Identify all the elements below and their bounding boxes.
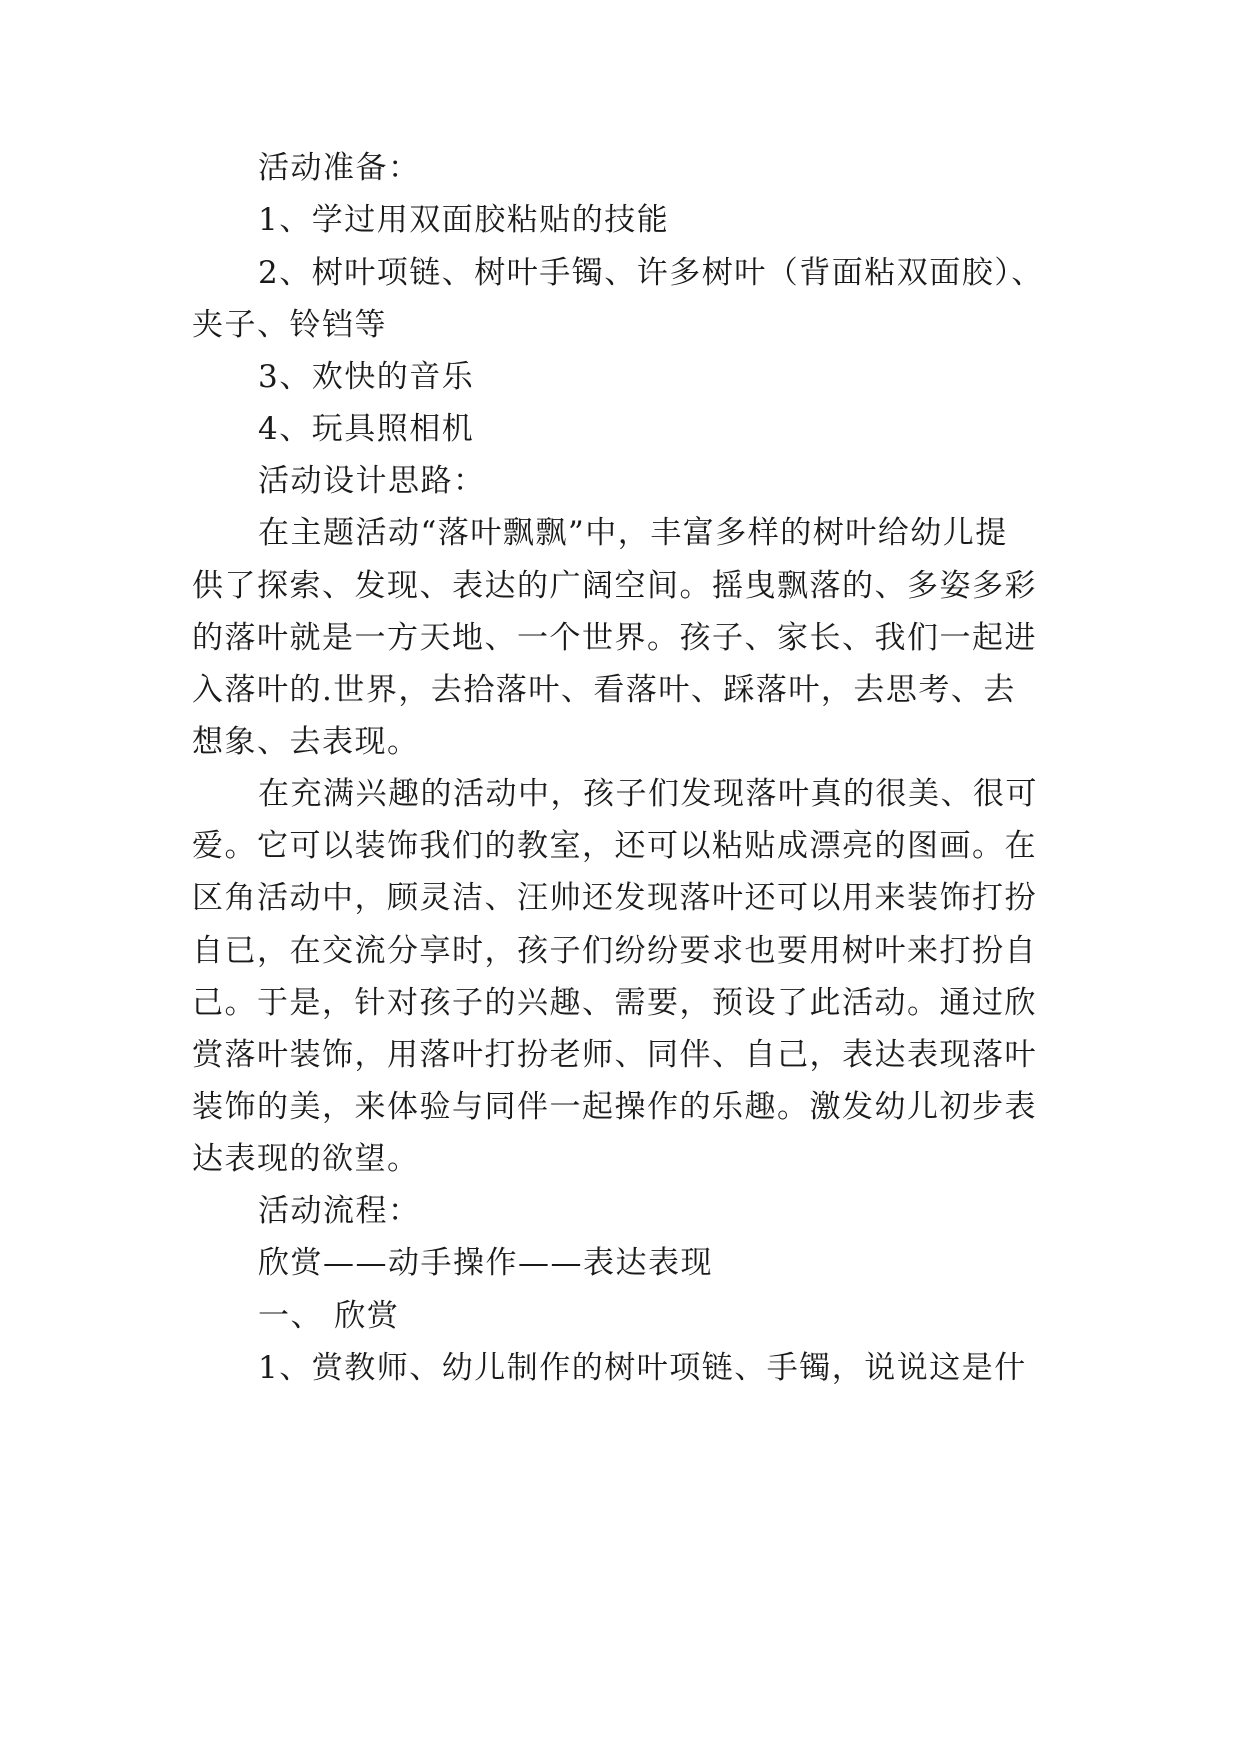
paragraph-line: 己。于是，针对孩子的兴趣、需要，预设了此活动。通过欣 bbox=[192, 985, 1037, 1021]
paragraph-line: 在充满兴趣的活动中，孩子们发现落叶真的很美、很可 bbox=[258, 776, 1038, 812]
section-heading-appreciation: 一、 欣赏 bbox=[258, 1298, 400, 1334]
paragraph-line: 想象、去表现。 bbox=[192, 724, 420, 760]
paragraph-line: 赏落叶装饰，用落叶打扮老师、同伴、自己，表达表现落叶 bbox=[192, 1037, 1037, 1073]
preparation-item-2: 2、树叶项链、树叶手镯、许多树叶（背面粘双面胶）、 bbox=[258, 255, 1044, 291]
preparation-item-3: 3、欢快的音乐 bbox=[258, 359, 475, 395]
appreciation-item-1: 1、赏教师、幼儿制作的树叶项链、手镯，说说这是什 bbox=[258, 1350, 1027, 1386]
preparation-item-4: 4、玩具照相机 bbox=[258, 411, 475, 447]
paragraph-line: 区角活动中，顾灵洁、汪帅还发现落叶还可以用来装饰打扮 bbox=[192, 880, 1037, 916]
paragraph-line: 入落叶的.世界，去拾落叶、看落叶、踩落叶，去思考、去 bbox=[192, 672, 1016, 708]
paragraph-line: 爱。它可以装饰我们的教室，还可以粘贴成漂亮的图画。在 bbox=[192, 828, 1037, 864]
paragraph-line: 供了探索、发现、表达的广阔空间。摇曳飘落的、多姿多彩 bbox=[192, 568, 1037, 604]
paragraph-line: 达表现的欲望。 bbox=[192, 1141, 420, 1177]
heading-activity-flow: 活动流程： bbox=[258, 1193, 421, 1229]
heading-activity-preparation: 活动准备： bbox=[258, 150, 421, 186]
preparation-item-1: 1、学过用双面胶粘贴的技能 bbox=[258, 202, 670, 238]
heading-design-idea: 活动设计思路： bbox=[258, 463, 486, 499]
paragraph-line: 装饰的美，来体验与同伴一起操作的乐趣。激发幼儿初步表 bbox=[192, 1089, 1037, 1125]
activity-flow-summary: 欣赏——动手操作——表达表现 bbox=[258, 1245, 713, 1281]
preparation-item-2-continued: 夹子、铃铛等 bbox=[192, 307, 387, 343]
paragraph-line: 的落叶就是一方天地、一个世界。孩子、家长、我们一起进 bbox=[192, 620, 1037, 656]
paragraph-line: 在主题活动“落叶飘飘”中，丰富多样的树叶给幼儿提 bbox=[258, 515, 1008, 551]
paragraph-line: 自已，在交流分享时，孩子们纷纷要求也要用树叶来打扮自 bbox=[192, 933, 1037, 969]
